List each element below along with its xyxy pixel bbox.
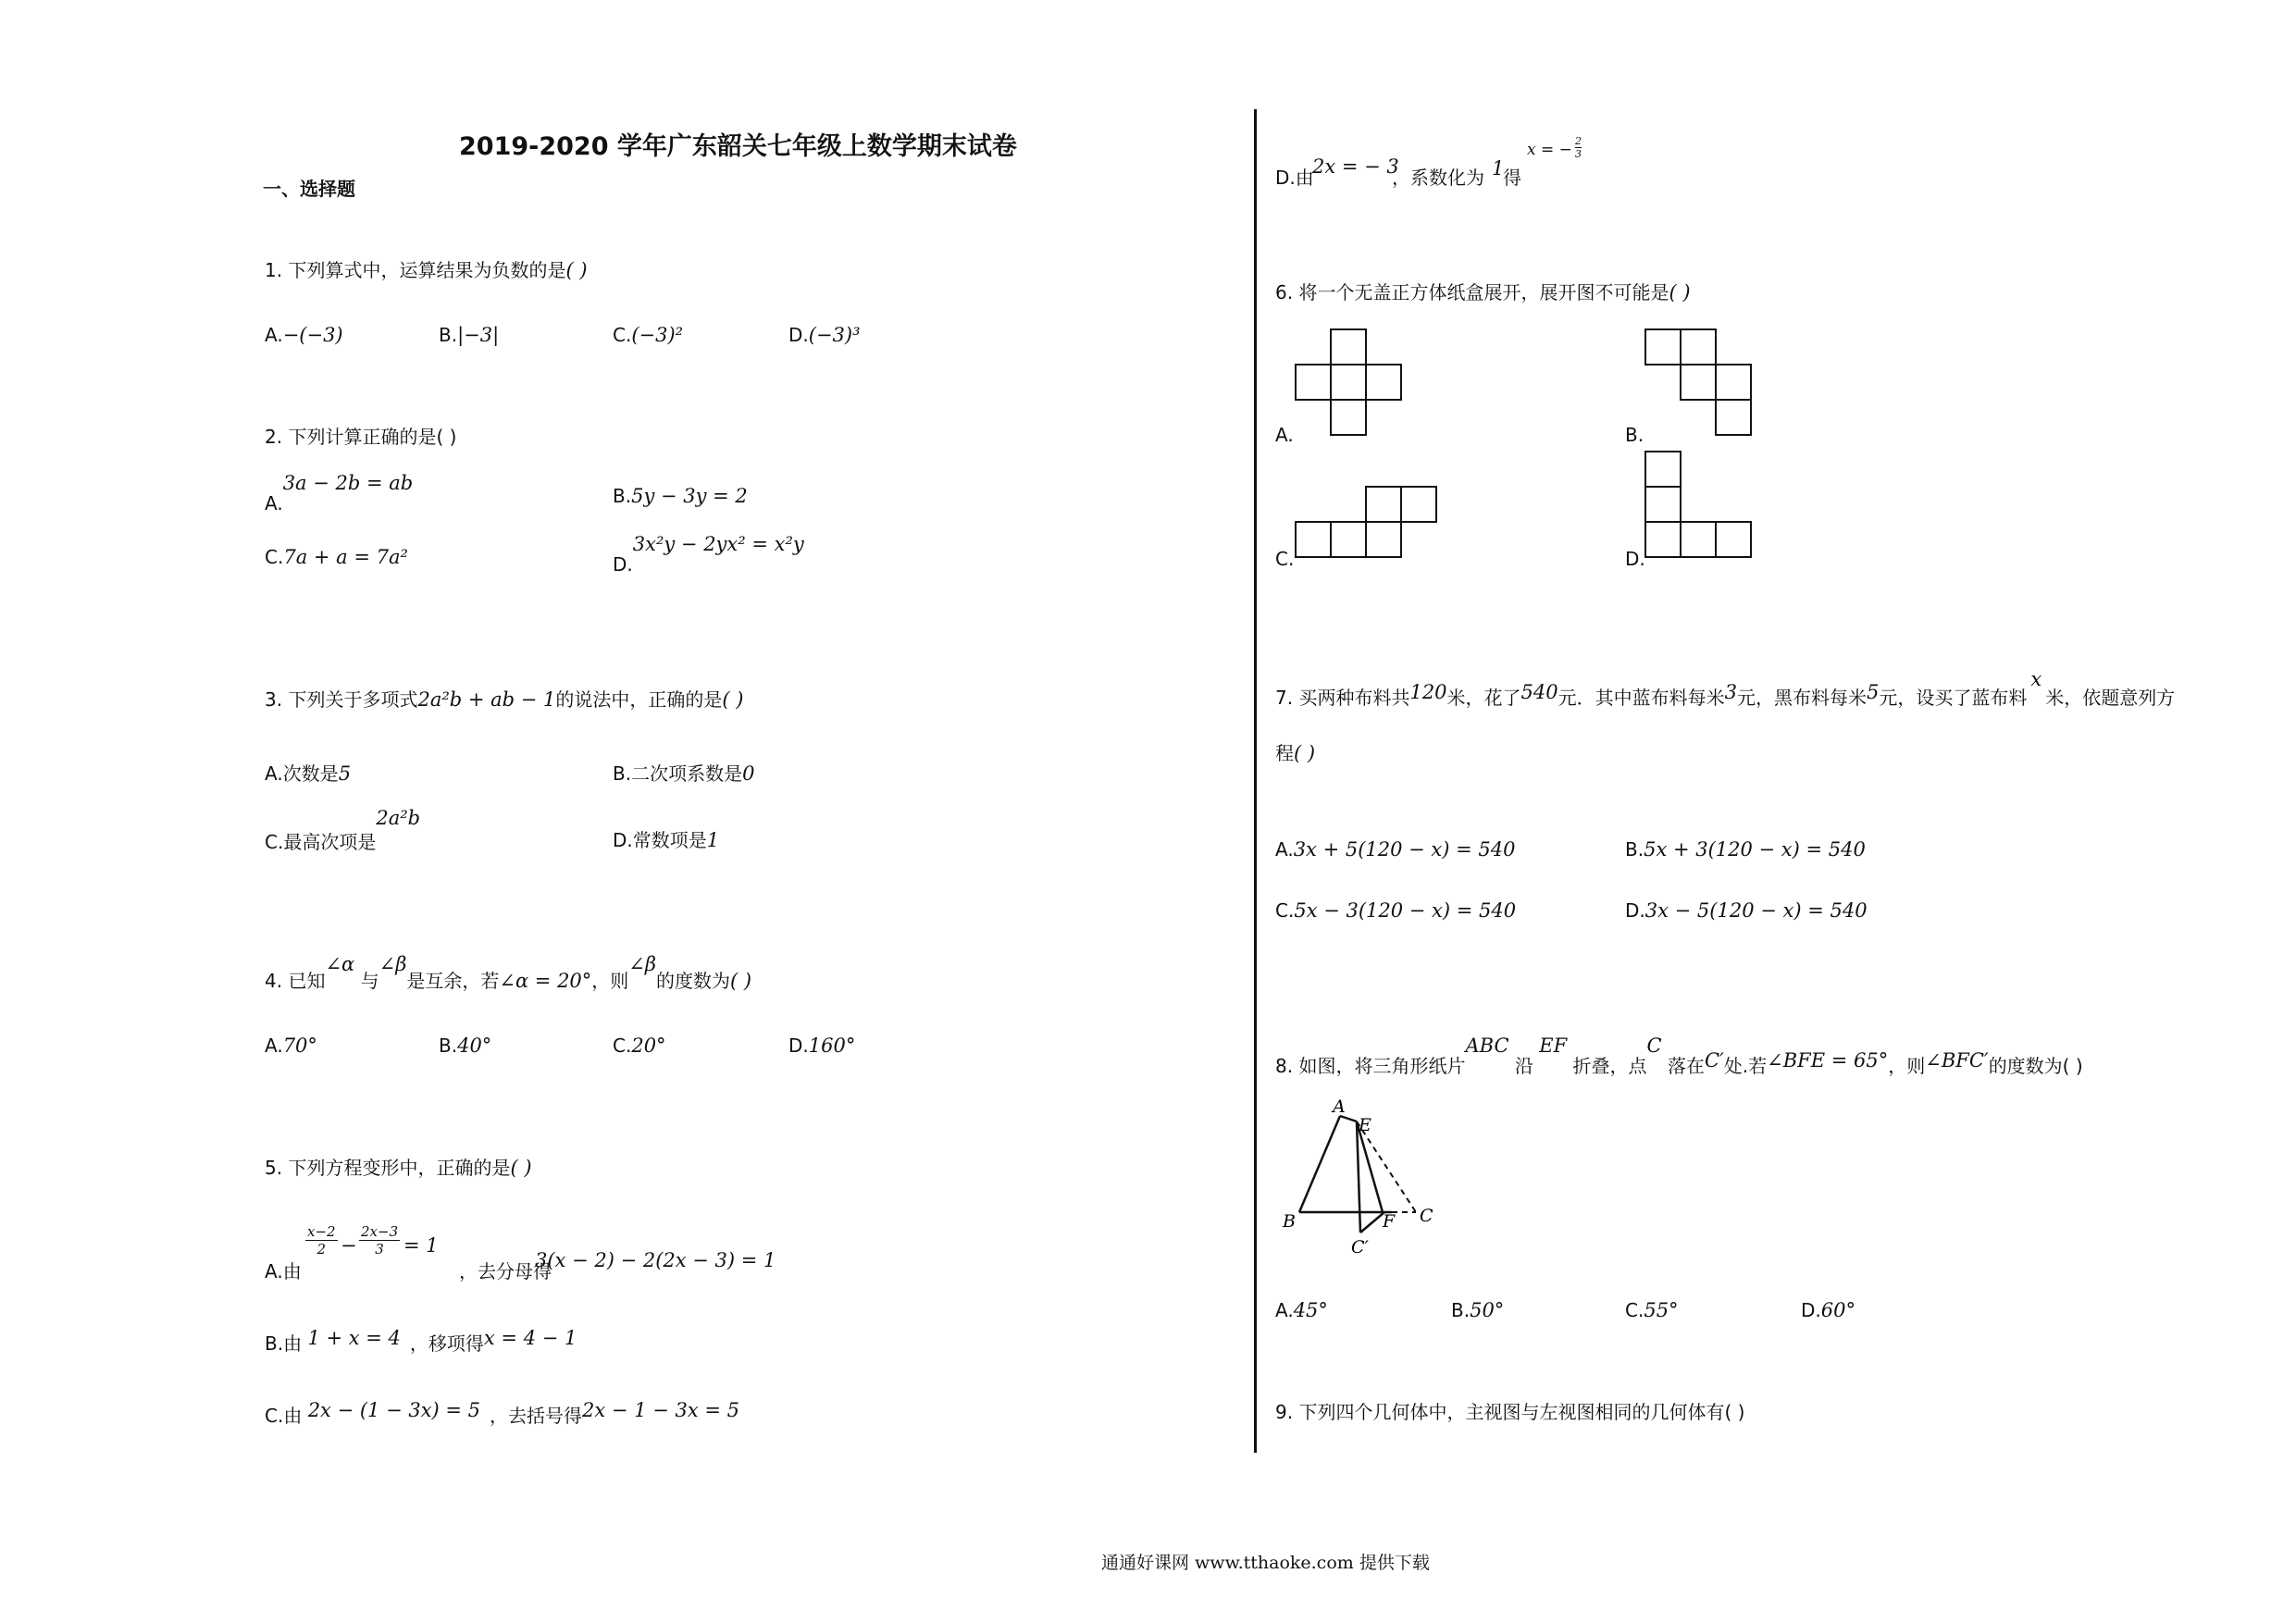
q7-stem-cont: 程( ): [1275, 742, 1316, 764]
point-c-label: C: [1420, 1206, 1433, 1226]
q2-option-a[interactable]: A.3a − 2b = ab: [265, 472, 414, 514]
q7-option-a[interactable]: A.3x + 5(120 − x) = 540: [1275, 838, 1516, 861]
q6-net-d[interactable]: [1644, 450, 1756, 561]
q1-option-d[interactable]: D.(−3)³: [788, 324, 861, 346]
q2-stem: 2. 下列计算正确的是( ): [265, 426, 457, 448]
q1-option-b[interactable]: B.|−3|: [439, 324, 500, 346]
q1-option-c[interactable]: C.(−3)²: [613, 324, 684, 346]
point-a-label: A: [1333, 1096, 1346, 1117]
q5-stem: 5. 下列方程变形中，正确的是( ): [265, 1157, 532, 1179]
q6-option-d-label[interactable]: D.: [1625, 548, 1645, 570]
page-title: 2019-2020 学年广东韶关七年级上数学期末试卷: [459, 132, 1017, 161]
q8-option-b[interactable]: B.50°: [1451, 1299, 1505, 1321]
q7-stem: 7. 买两种布料共120米，花了540元．其中蓝布料每米3元，黑布料每米5元，设买了蓝布料x米，依题意列方: [1275, 668, 2176, 709]
q9-stem: 9. 下列四个几何体中，主视图与左视图相同的几何体有( ): [1275, 1401, 1745, 1423]
q8-stem: 8. 如图，将三角形纸片ABC 沿 EF 折叠，点C 落在C′处.若∠BFE = 65°，则∠BFC′的度数为( ): [1275, 1035, 2083, 1077]
q6-net-b[interactable]: [1644, 329, 1755, 439]
q7-option-c[interactable]: C.5x − 3(120 − x) = 540: [1275, 899, 1517, 922]
q8-option-c[interactable]: C.55°: [1625, 1299, 1679, 1321]
q3-option-d[interactable]: D.常数项是1: [613, 829, 720, 851]
q5-option-b[interactable]: B.由 1 + x = 4 ，移项得x = 4 − 1: [265, 1327, 577, 1355]
q6-option-c-label[interactable]: C.: [1275, 548, 1295, 570]
q6-net-a[interactable]: [1294, 329, 1405, 439]
q4-option-b[interactable]: B.40°: [439, 1035, 492, 1057]
column-divider: [1254, 109, 1257, 1453]
section-heading: 一、选择题: [263, 178, 355, 200]
q7-option-b[interactable]: B.5x + 3(120 − x) = 540: [1625, 838, 1866, 861]
q2-option-d[interactable]: D.3x²y − 2yx² = x²y: [613, 533, 804, 576]
q7-option-d[interactable]: D.3x − 5(120 − x) = 540: [1625, 899, 1868, 922]
q3-option-a[interactable]: A.次数是5: [265, 762, 352, 785]
q6-option-b-label[interactable]: B.: [1625, 424, 1644, 446]
q8-triangle-figure: [1283, 1096, 1449, 1262]
q6-option-a-label[interactable]: A.: [1275, 424, 1294, 446]
footer-download-note: 通通好课网 www.tthaoke.com 提供下载: [1101, 1553, 1430, 1573]
q6-net-c[interactable]: [1292, 487, 1442, 561]
point-c-prime-label: C′: [1351, 1237, 1369, 1258]
q1-stem: 1. 下列算式中，运算结果为负数的是( ): [265, 259, 588, 281]
q4-option-a[interactable]: A.70°: [265, 1035, 317, 1057]
q8-option-a[interactable]: A.45°: [1275, 1299, 1328, 1321]
point-e-label: E: [1359, 1115, 1371, 1135]
q2-option-b[interactable]: B.5y − 3y = 2: [613, 485, 748, 507]
q4-option-c[interactable]: C.20°: [613, 1035, 666, 1057]
q6-stem: 6. 将一个无盖正方体纸盒展开，展开图不可能是( ): [1275, 281, 1691, 304]
q2-option-c[interactable]: C.7a + a = 7a²: [265, 546, 408, 568]
q3-option-b[interactable]: B.二次项系数是0: [613, 762, 755, 785]
q8-option-d[interactable]: D.60°: [1801, 1299, 1855, 1321]
point-b-label: B: [1283, 1211, 1296, 1232]
point-f-label: F: [1383, 1211, 1396, 1232]
q4-stem: 4. 已知∠α 与∠β是互余，若∠α = 20°，则∠β的度数为( ): [265, 953, 752, 992]
q3-option-c[interactable]: C.最高次项是2a²b: [265, 807, 421, 853]
q1-option-a[interactable]: A.−(−3): [265, 324, 343, 346]
q4-option-d[interactable]: D.160°: [788, 1035, 856, 1057]
q3-stem: 3. 下列关于多项式2a²b + ab − 1的说法中，正确的是( ): [265, 688, 744, 711]
q5-option-c[interactable]: C.由 2x − (1 − 3x) = 5 ，去括号得2x − 1 − 3x = 5: [265, 1399, 740, 1427]
